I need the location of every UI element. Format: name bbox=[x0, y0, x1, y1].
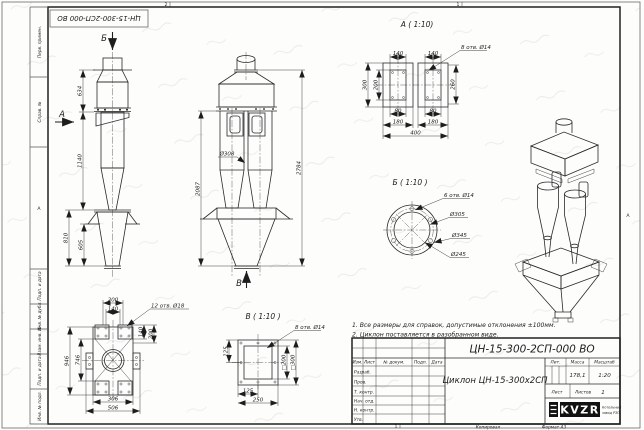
dim-2784: 2784 bbox=[296, 161, 303, 175]
note-2: 2. Циклон поставляется в разобранном виде. bbox=[352, 331, 499, 339]
kvzr-logo-text: KVZR bbox=[560, 403, 600, 417]
dim-746: 746 bbox=[75, 354, 82, 366]
view-a-title: А ( 1:10) bbox=[400, 20, 434, 29]
dim-dia245: Ø245 bbox=[451, 252, 466, 258]
dim-200: 200 bbox=[373, 79, 380, 91]
margin-label-perv-primen: Перв. примен. bbox=[38, 25, 43, 59]
margin-label-vzam-inv: Взам. инв. № bbox=[38, 326, 43, 356]
dim-80-left: 80 bbox=[394, 108, 402, 115]
view-b-title: Б ( 1:10 ) bbox=[392, 178, 428, 187]
view-a-holes-label: 8 отв. Ø14 bbox=[461, 45, 491, 51]
dim-400: 400 bbox=[410, 130, 421, 137]
margin-label-sprav: Справ. № bbox=[38, 101, 43, 123]
dim-140-right: 140 bbox=[138, 326, 145, 338]
section-label-v: В bbox=[236, 279, 242, 289]
margin-label-inv-dubl: Инв. № дубл. bbox=[38, 301, 43, 331]
dim-dia305: Ø305 bbox=[450, 212, 465, 218]
dim-506: 506 bbox=[107, 405, 119, 412]
dim-946: 946 bbox=[64, 355, 71, 367]
dim-634: 634 bbox=[77, 85, 84, 97]
zone-number-top-1: 1 bbox=[456, 3, 460, 8]
zone-letter-right: А bbox=[626, 214, 630, 219]
copied-label: Копировал bbox=[475, 425, 501, 430]
dim-260: 260 bbox=[450, 79, 457, 90]
dim-605: 605 bbox=[78, 239, 85, 251]
col-list: Лист bbox=[364, 360, 375, 366]
dim-dia308: Ø308 bbox=[219, 151, 235, 158]
dim-200-top: 200 bbox=[107, 297, 119, 304]
row-razrab: Разраб. bbox=[354, 370, 371, 376]
zone-number-bottom: 1 bbox=[394, 425, 398, 430]
col-izm: Изм. bbox=[352, 360, 363, 366]
dim-sq300: □300 bbox=[290, 354, 297, 371]
row-tkontr: Т. контр. bbox=[354, 390, 374, 396]
scale-label: Масштаб bbox=[594, 360, 615, 366]
dim-306: 306 bbox=[107, 396, 119, 403]
margin-label-podp-data-1: Подп. и дата bbox=[38, 271, 43, 301]
dim-80-right: 80 bbox=[429, 108, 437, 115]
doc-name: Циклон ЦН-15-300х2СП bbox=[442, 376, 548, 386]
margin-label-inv-podl: Инв. № подл. bbox=[38, 391, 43, 421]
dim-180-left: 180 bbox=[392, 119, 404, 126]
doc-code: ЦН-15-300-2СП-000 ВО bbox=[469, 343, 595, 356]
mass-label: Масса bbox=[570, 360, 585, 366]
col-dokum: № докум. bbox=[383, 360, 405, 366]
org-name-line1: Котельный bbox=[602, 405, 622, 410]
dim-140-right: 140 bbox=[427, 51, 439, 57]
dim-125-left: 125 bbox=[223, 346, 230, 357]
view-b-holes-label: 6 отв. Ø14 bbox=[444, 193, 474, 199]
row-nachotd: Нач. отд. bbox=[354, 399, 375, 405]
mass-value: 178,1 bbox=[569, 373, 586, 379]
dim-140-top: 140 bbox=[107, 306, 119, 313]
sheets-label: Листов bbox=[574, 390, 592, 396]
row-utv: Утв. bbox=[354, 418, 364, 423]
sheet-label: Лист bbox=[551, 390, 563, 396]
lit-label: Лит. bbox=[550, 360, 561, 366]
zone-number-top-2: 2 bbox=[164, 3, 168, 8]
format-label: Формат А3 bbox=[541, 425, 567, 430]
dim-1140: 1140 bbox=[77, 154, 84, 168]
col-data: Дата bbox=[431, 360, 443, 366]
org-name-line2: завод РЗП bbox=[602, 411, 620, 415]
dim-sq200: □200 bbox=[281, 354, 288, 371]
dim-200-right: 200 bbox=[148, 328, 155, 340]
row-nkontr: Н. контр. bbox=[354, 408, 375, 414]
stamp-code-rotated: ЦН-15-300-2СП-000 ВО bbox=[57, 14, 141, 22]
note-1: 1. Все размеры для справок, допустимые отклонения ±100мм. bbox=[352, 322, 556, 329]
view-v-holes-label: 8 отв. Ø14 bbox=[295, 325, 325, 331]
dim-250: 250 bbox=[252, 397, 264, 404]
dim-dia345: Ø345 bbox=[452, 233, 467, 239]
margin-label-podp-data-2: Подп. и дата bbox=[38, 356, 43, 386]
dim-810: 810 bbox=[63, 232, 70, 244]
view-v-title: В ( 1:10 ) bbox=[245, 312, 281, 321]
scale-value: 1:20 bbox=[598, 373, 611, 379]
dim-125-bottom: 125 bbox=[242, 388, 254, 395]
top-view-holes-label: 12 отв. Ø18 bbox=[151, 303, 185, 310]
section-label-b: Б bbox=[101, 34, 107, 44]
section-label-a: А bbox=[59, 110, 65, 120]
dim-140-left: 140 bbox=[392, 51, 404, 57]
dim-2087: 2087 bbox=[195, 182, 202, 196]
row-prov: Пров. bbox=[354, 380, 367, 386]
dim-300: 300 bbox=[362, 79, 369, 91]
sheets-value: 1 bbox=[601, 390, 605, 396]
zone-letter-left: А bbox=[37, 207, 41, 212]
col-podp: Подп. bbox=[413, 360, 428, 366]
dim-180-right: 180 bbox=[427, 119, 439, 126]
